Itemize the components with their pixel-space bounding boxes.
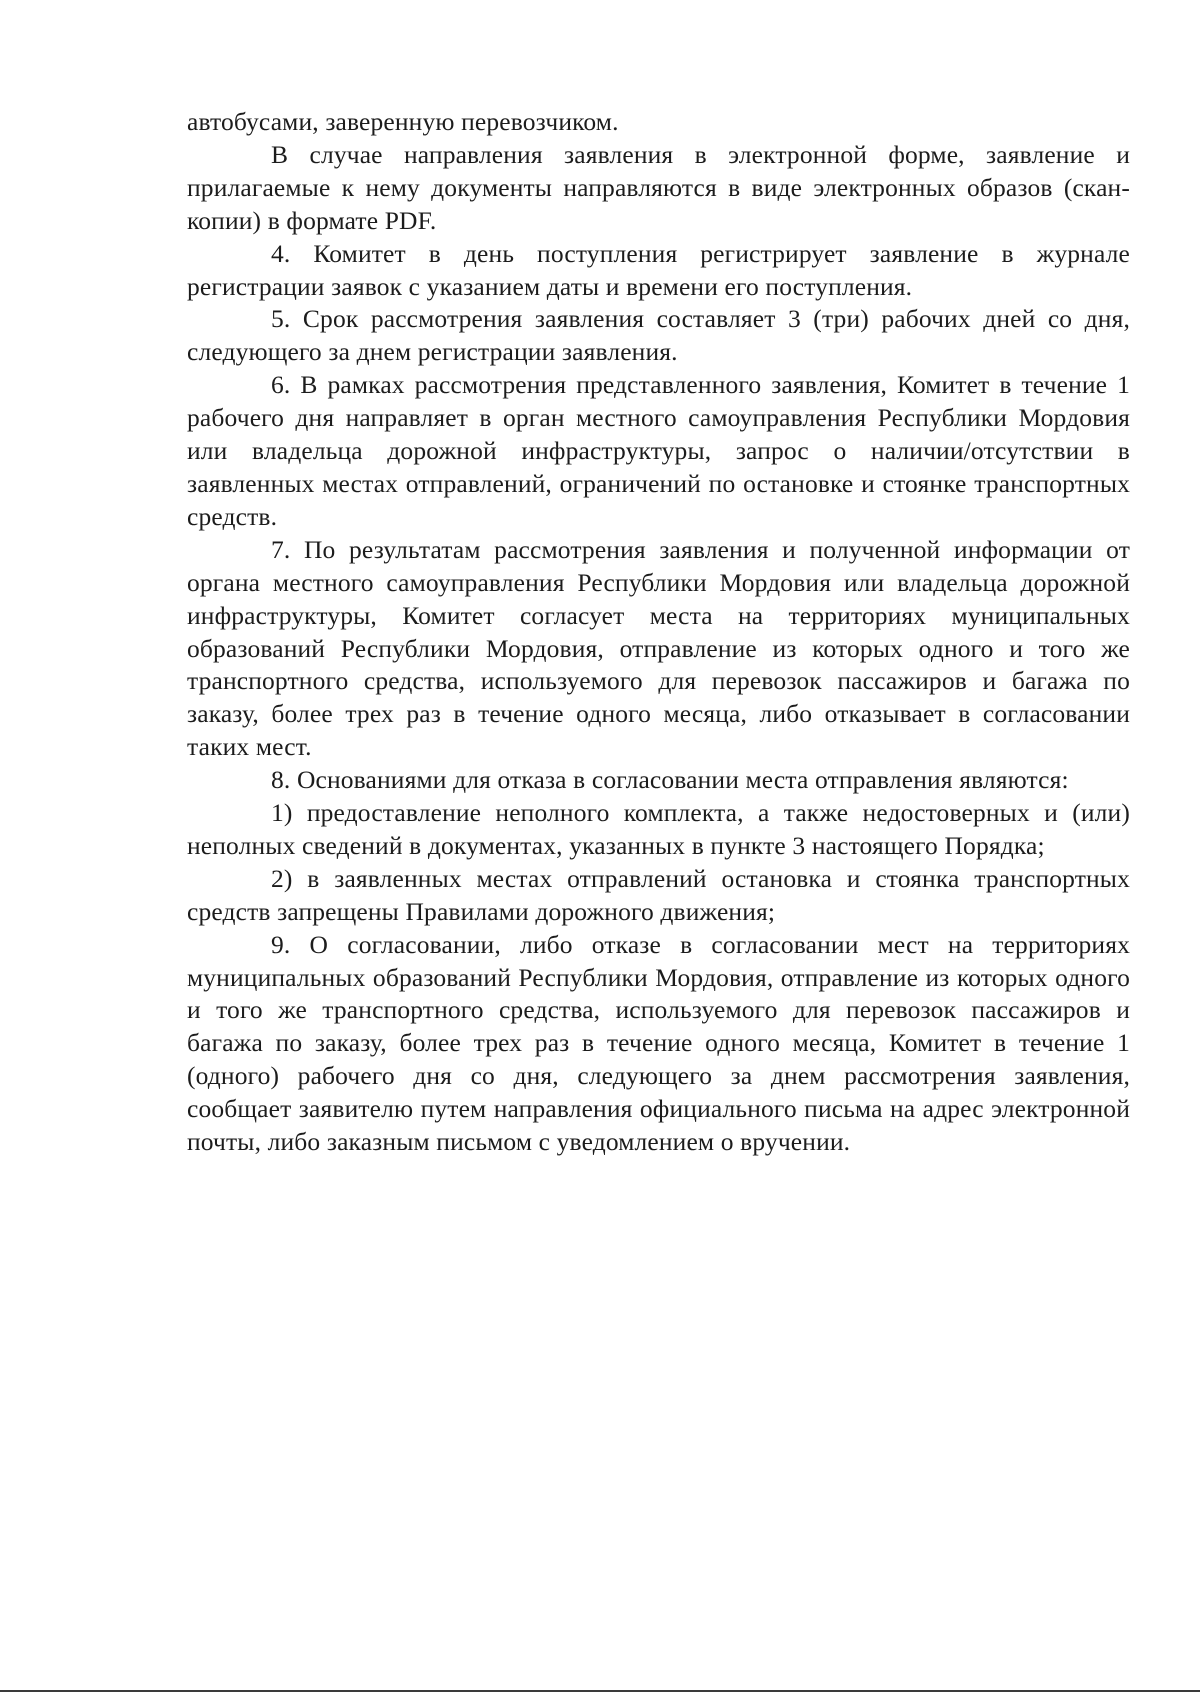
paragraph-continuation: автобусами, заверенную перевозчиком. — [187, 107, 619, 136]
paragraph-electronic-form: В случае направления заявления в электронной форме, заявление и прилагаемые к нему документы направляются в виде электронных образов (скан-копии) в формате PDF. — [187, 139, 1130, 235]
document-body — [187, 106, 1130, 1159]
paragraph-item-6: 6. В рамках рассмотрения представленного заявления, Комитет в течение 1 рабочего дня направляет в орган местного самоуправления Республики Мордовия или владельца дорожной инфраструктуры, запрос о наличии/отсутствии в заявленных местах отправлений, ограничений по остановке и стоянке транспортных средств. — [187, 370, 1130, 531]
bottom-rule — [0, 1690, 1200, 1692]
paragraph-subitem-2: 2) в заявленных местах отправлений остановка и стоянка транспортных средств запрещены Правилами дорожного движения; — [187, 863, 1130, 926]
paragraph-item-7: 7. По результатам рассмотрения заявления и полученной информации от органа местного самоуправления Республики Мордовия или владельца дорожной инфраструктуры, Комитет согласует места на территориях муниципальных образований Республики Мордовия, отправление из которых одного и того же транспортного средства, используемого для перевозок пассажиров и багажа по заказу, более трех раз в течение одного месяца, либо отказывает в согласовании таких мест. — [187, 534, 1130, 762]
paragraph-item-4: 4. Комитет в день поступления регистрирует заявление в журнале регистрации заявок с указанием даты и времени его поступления. — [187, 238, 1130, 301]
paragraph-subitem-1: 1) предоставление неполного комплекта, а также недостоверных и (или) неполных сведений в документах, указанных в пункте 3 настоящего Порядка; — [187, 798, 1130, 860]
paragraph-item-9: 9. О согласовании, либо отказе в согласовании мест на территориях муниципальных образований Республики Мордовия, отправление из которых одного и того же транспортного средства, используемого для перевозок пассажиров и багажа по заказу, более трех раз в течение одного месяца, Комитет в течение 1 (одного) рабочего дня со дня, следующего за днем рассмотрения заявления, сообщает заявителю путем направления официального письма на адрес электронной почты, либо заказным письмом с уведомлением о вручении. — [187, 929, 1130, 1157]
paragraph-item-5: 5. Срок рассмотрения заявления составляет 3 (три) рабочих дней со дня, следующего за днем регистрации заявления. — [187, 304, 1130, 367]
paragraph-item-8: 8. Основаниями для отказа в согласовании места отправления являются: — [271, 765, 1069, 795]
